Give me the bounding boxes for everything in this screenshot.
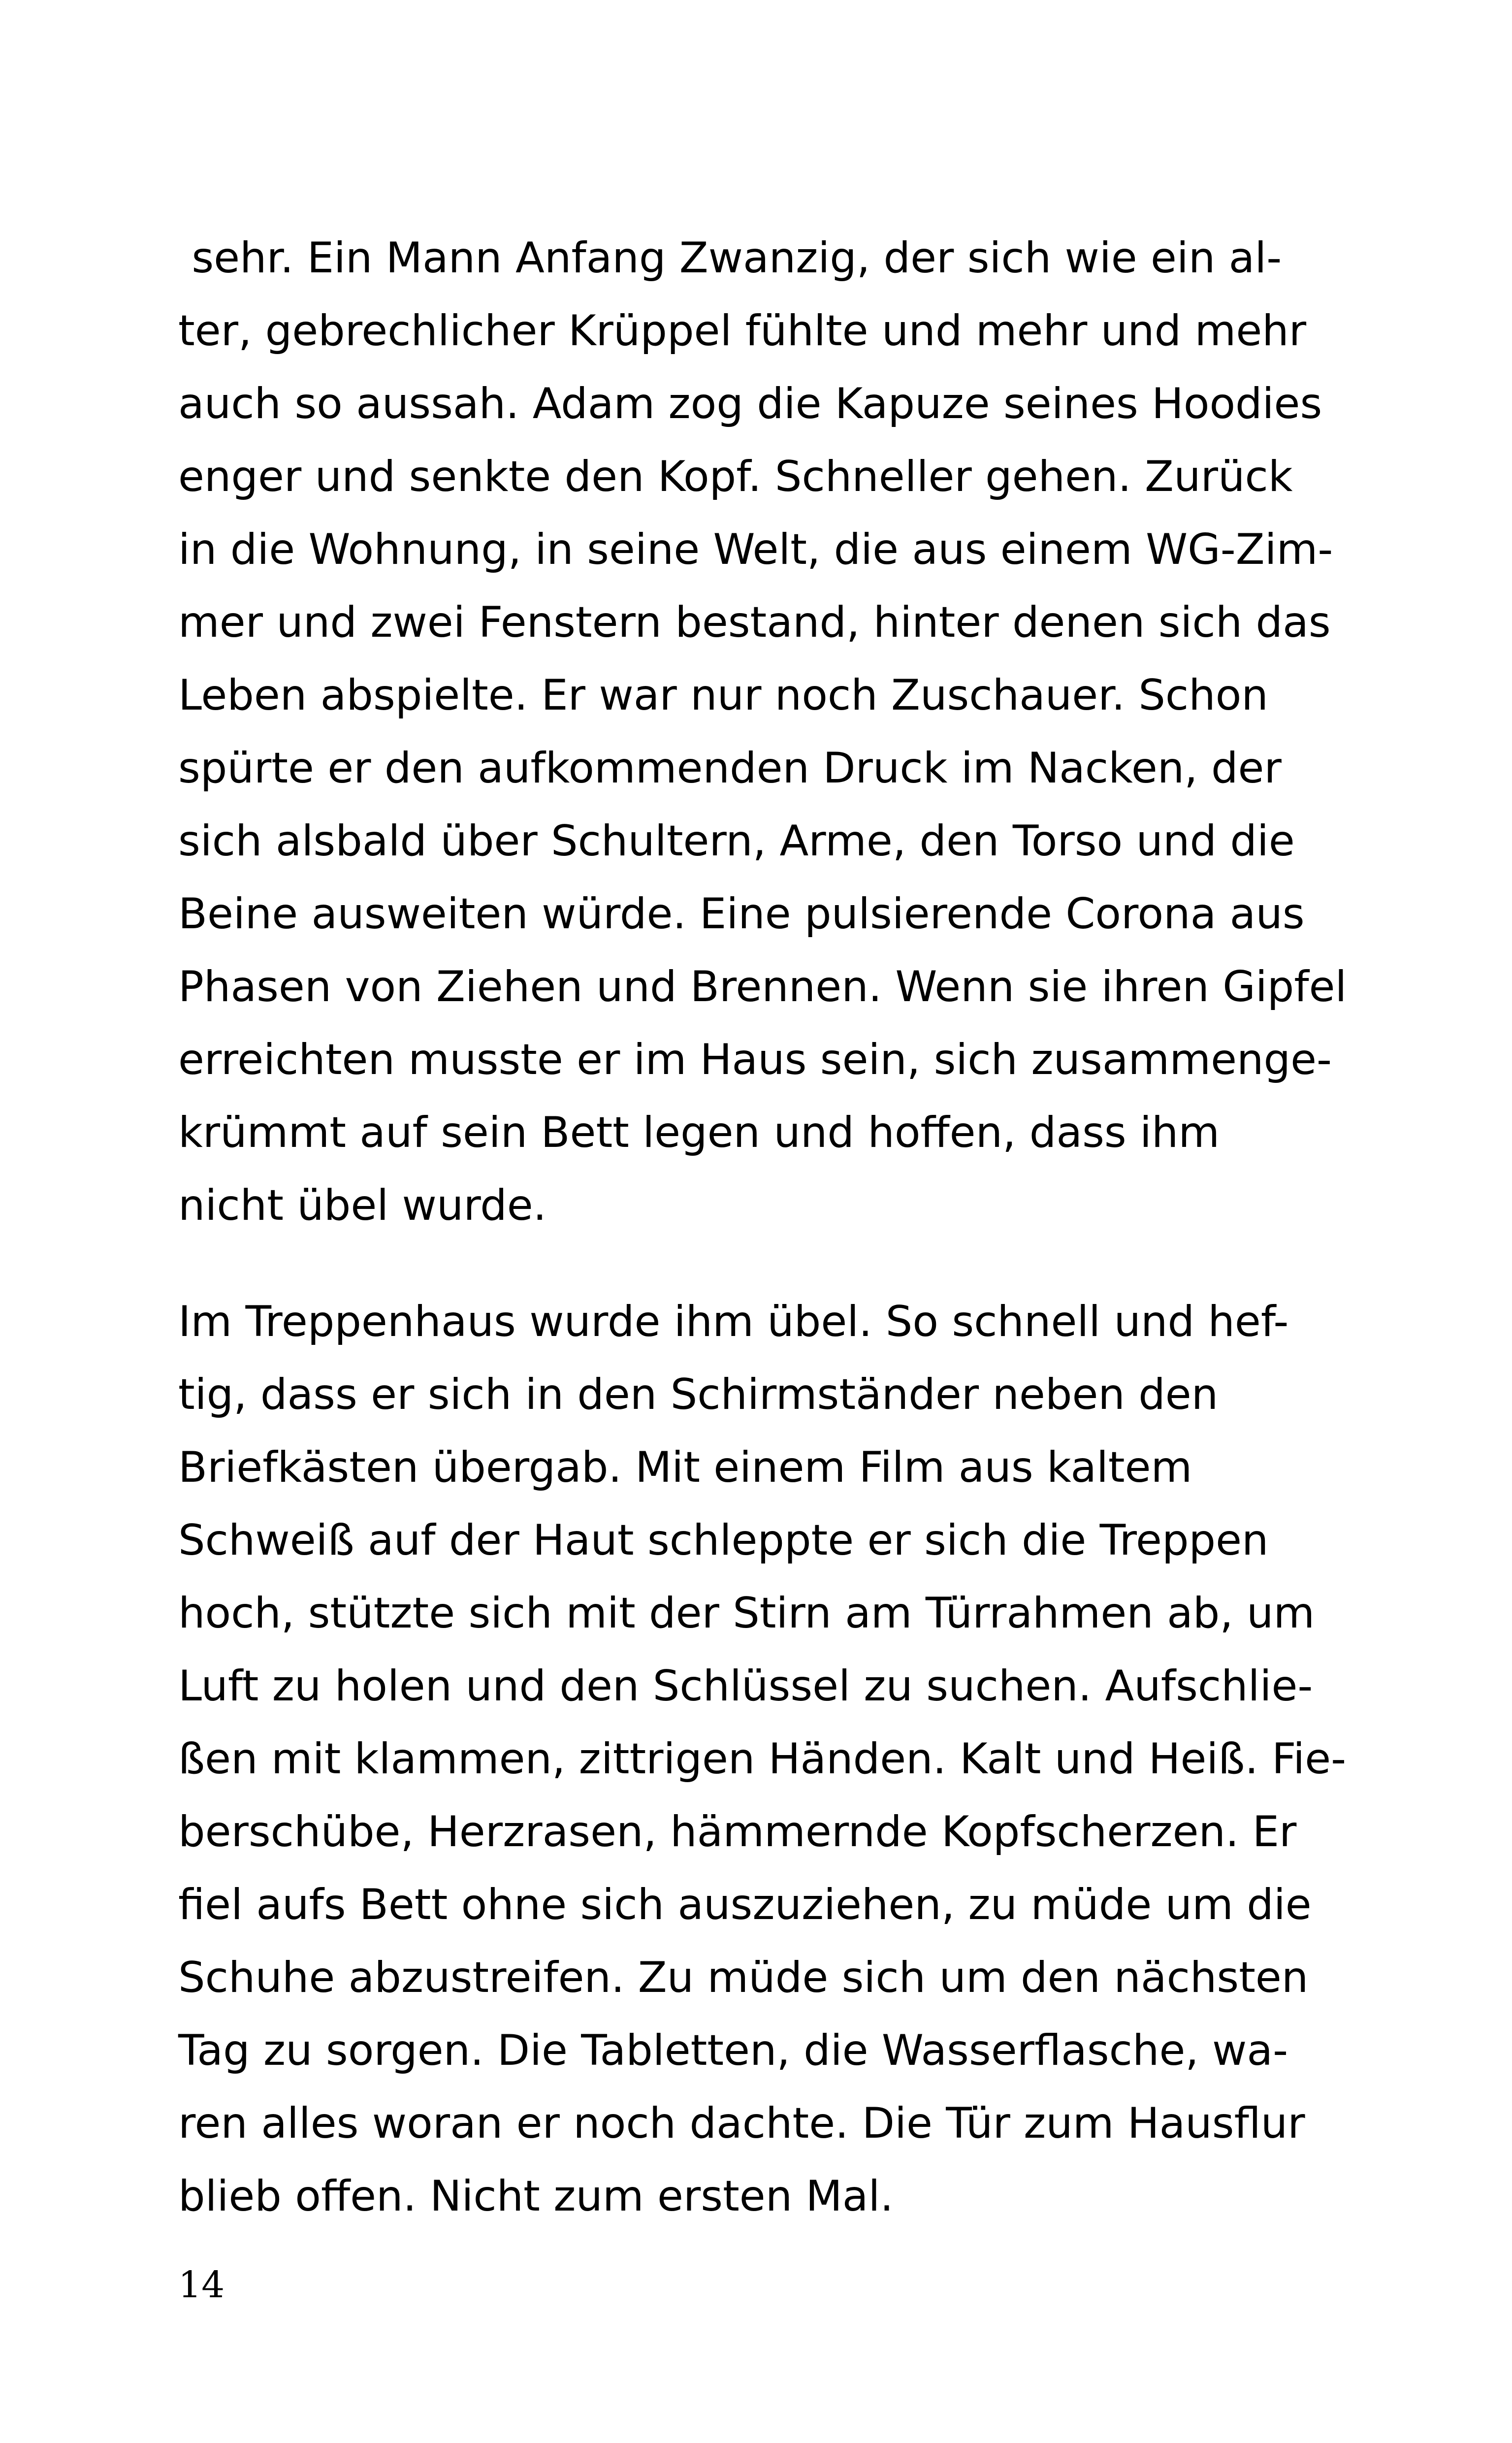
text-line: Beine ausweiten würde. Eine pulsierende Corona aus (178, 889, 1305, 939)
text-line: mer und zwei Fenstern bestand, hinter denen sich das (178, 598, 1331, 647)
paragraph-2 (178, 1285, 1347, 2233)
text-line: ren alles woran er noch dachte. Die Tür zum Hausflur (178, 2099, 1305, 2148)
text-line: auch so aussah. Adam zog die Kapuze seines Hoodies (178, 379, 1322, 428)
paragraph-1 (178, 222, 1347, 1242)
text-line: enger und senkte den Kopf. Schneller gehen. Zurück (178, 452, 1293, 501)
text-line: ßen mit klammen, zittrigen Händen. Kalt und Heiß. Fie- (178, 1734, 1347, 1784)
text-line: fiel aufs Bett ohne sich auszuziehen, zu müde um die (178, 1880, 1312, 1929)
text-line: ter, gebrechlicher Krüppel fühlte und mehr und mehr (178, 306, 1307, 356)
text-line: Schuhe abzustreifen. Zu müde sich um den nächsten (178, 1953, 1309, 2002)
text-line: blieb offen. Nicht zum ersten Mal. (178, 2172, 894, 2221)
text-line: Luft zu holen und den Schlüssel zu suchen. Aufschlie- (178, 1661, 1313, 1711)
text-line: tig, dass er sich in den Schirmständer neben den (178, 1370, 1219, 1419)
text-line: Schweiß auf der Haut schleppte er sich die Treppen (178, 1516, 1269, 1565)
text-line: Im Treppenhaus wurde ihm übel. So schnell und hef- (178, 1297, 1289, 1346)
text-line: hoch, stützte sich mit der Stirn am Türrahmen ab, um (178, 1589, 1315, 1638)
text-line: sich alsbald über Schultern, Arme, den Torso und die (178, 816, 1295, 866)
text-line: spürte er den aufkommenden Druck im Nacken, der (178, 744, 1282, 793)
text-line: Phasen von Ziehen und Brennen. Wenn sie ihren Gipfel (178, 962, 1347, 1011)
page-number: 14 (178, 2264, 225, 2306)
text-line: Tag zu sorgen. Die Tabletten, die Wasserflasche, wa- (178, 2026, 1288, 2075)
text-line: erreichten musste er im Haus sein, sich zusammenge- (178, 1035, 1332, 1084)
text-line: Briefkästen übergab. Mit einem Film aus kaltem (178, 1443, 1192, 1492)
text-line: Leben abspielte. Er war nur noch Zuschauer. Schon (178, 671, 1268, 720)
text-line: sehr. Ein Mann Anfang Zwanzig, der sich wie ein al- (178, 233, 1282, 283)
text-line: in die Wohnung, in seine Welt, die aus einem WG-Zim- (178, 525, 1333, 574)
text-line: berschübe, Herzrasen, hämmernde Kopfscherzen. Er (178, 1807, 1297, 1857)
text-line: krümmt auf sein Bett legen und hoffen, dass ihm (178, 1108, 1220, 1157)
text-line: nicht übel wurde. (178, 1181, 547, 1230)
